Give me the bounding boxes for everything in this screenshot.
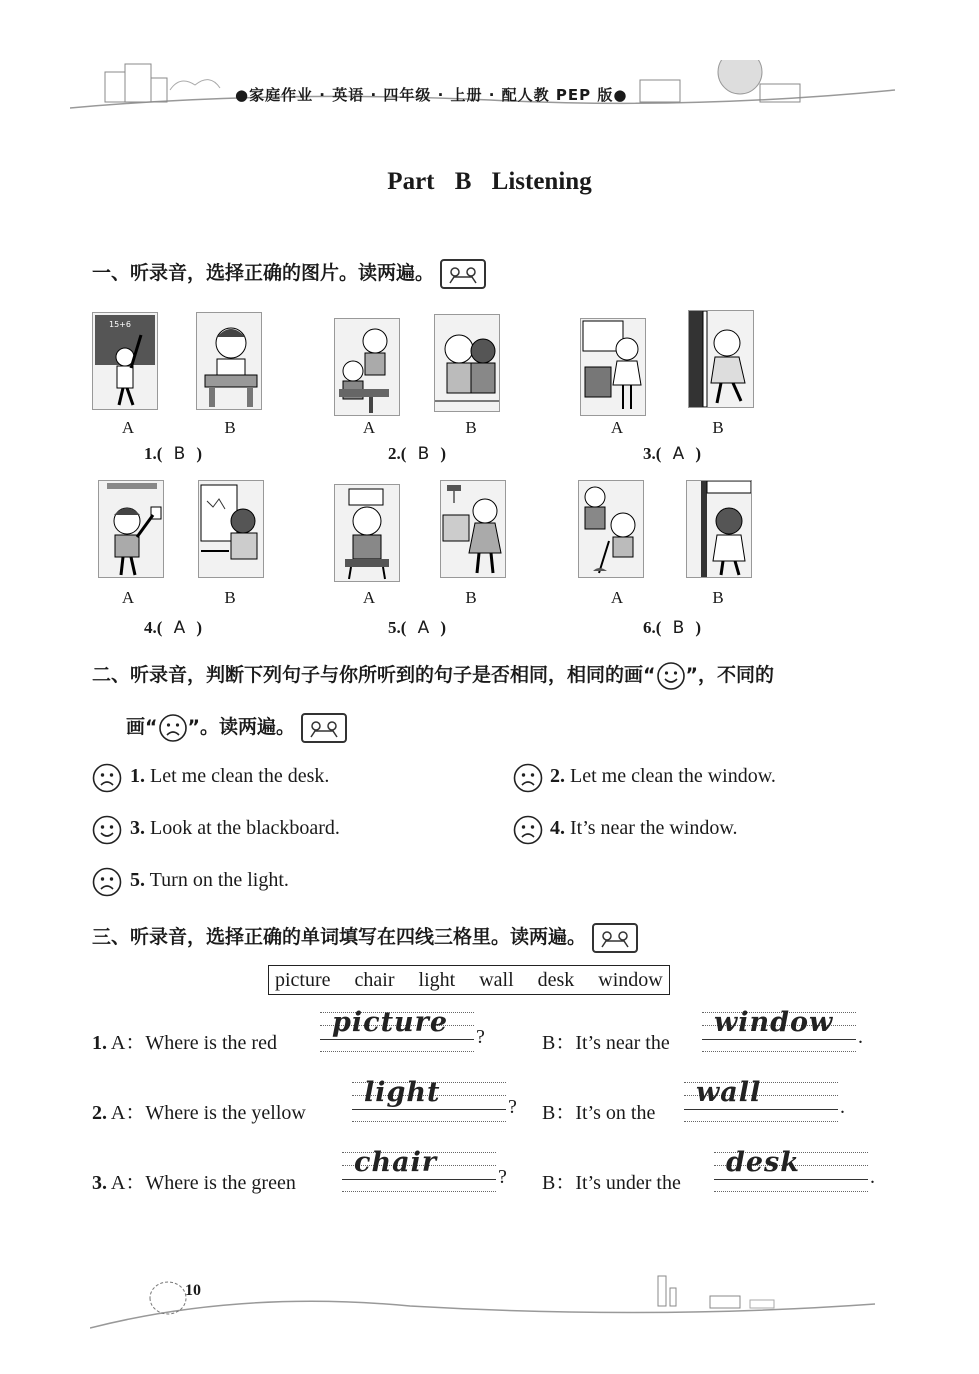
fill-end: . [870, 1166, 875, 1188]
sentence-text: Look at the blackboard. [145, 817, 340, 839]
sentence-4 [550, 817, 738, 840]
label-a: A [121, 588, 135, 607]
sad-face-icon[interactable] [513, 763, 543, 793]
answer-3[interactable]: A [672, 444, 685, 464]
word-bank-item: picture [275, 969, 331, 991]
fill-question-1b: B：It’s near the [542, 1032, 670, 1054]
section3-title-text: 三、听录音，选择正确的单词填写在四线三格里。读两遍。 [92, 926, 587, 948]
answer-6[interactable]: B [672, 618, 685, 638]
word-bank-item: chair [354, 969, 395, 991]
question-number: 4.( [144, 618, 163, 637]
picture-q5-b [440, 480, 506, 578]
picture-q2-b [434, 314, 500, 412]
question-close: ) [695, 618, 702, 637]
fill-question-1a [92, 1026, 277, 1055]
label-b: B [465, 418, 477, 437]
question-close: ) [440, 618, 447, 637]
question-number: 6.( [643, 618, 662, 637]
fill-end: . [858, 1026, 863, 1048]
section2-title-line2 [126, 712, 347, 743]
sad-face-icon[interactable] [513, 815, 543, 845]
question-number: 3.( [643, 444, 662, 463]
label-a: A [121, 418, 135, 437]
four-line-grid[interactable] [320, 1007, 474, 1052]
answer-4[interactable]: A [173, 618, 186, 638]
word-bank-item: light [418, 969, 456, 991]
handwritten-answer: picture [332, 1007, 449, 1038]
section2-title-line1 [92, 660, 774, 691]
picture-q5-a [334, 484, 400, 582]
cassette-icon [592, 923, 638, 953]
label-b: B [712, 418, 724, 437]
question-close: ) [440, 444, 447, 463]
picture-q4-a [98, 480, 164, 578]
sentence-number: 3. [130, 817, 145, 839]
section2-title-text: ”，不同的 [685, 664, 774, 686]
cassette-icon [440, 259, 486, 289]
sad-face-icon[interactable] [92, 763, 122, 793]
word-bank-item: window [598, 969, 663, 991]
question-close: ) [196, 444, 203, 463]
answer-1[interactable]: B [173, 444, 186, 464]
page-number: 10 [185, 1282, 201, 1299]
sentence-text: Let me clean the window. [565, 765, 776, 787]
picture-q4-b [198, 480, 264, 578]
fill-text: A：Where is the green [107, 1172, 296, 1194]
question-close: ) [196, 618, 203, 637]
sentence-3 [130, 817, 340, 840]
handwritten-answer: desk [726, 1147, 800, 1178]
section2-title-text: ”。读两遍。 [187, 716, 295, 738]
sentence-1 [130, 765, 329, 788]
question-number: 5.( [388, 618, 407, 637]
question-2 [388, 444, 446, 464]
picture-q1-b [196, 312, 262, 410]
four-line-grid[interactable] [342, 1147, 496, 1192]
sentence-number: 5. [130, 869, 145, 891]
label-a: A [362, 418, 376, 437]
word-bank-item: wall [479, 969, 514, 991]
question-6 [643, 618, 701, 638]
label-a: A [362, 588, 376, 607]
handwritten-answer: window [714, 1007, 834, 1038]
cassette-icon [301, 713, 347, 743]
sentence-text: It’s near the window. [565, 817, 738, 839]
handwritten-answer: wall [696, 1077, 762, 1108]
question-4 [144, 618, 202, 638]
question-number: 2.( [388, 444, 407, 463]
picture-q6-b [686, 480, 752, 578]
answer-2[interactable]: B [417, 444, 430, 464]
section1-title-text: 一、听录音，选择正确的图片。读两遍。 [92, 262, 435, 284]
sentence-text: Turn on the light. [145, 869, 289, 891]
fill-number: 1. [92, 1032, 107, 1054]
question-5 [388, 618, 446, 638]
fill-text: A：Where is the yellow [107, 1102, 306, 1124]
footer-decoration [90, 1270, 880, 1340]
handwritten-answer: chair [354, 1147, 438, 1178]
fill-end: ? [508, 1096, 517, 1118]
fill-end: ? [498, 1166, 507, 1188]
picture-q3-b [688, 310, 754, 408]
smiley-face-icon[interactable] [92, 815, 122, 845]
smiley-face-icon [656, 661, 686, 691]
picture-q1-a [92, 312, 158, 410]
picture-q6-a [578, 480, 644, 578]
fill-text: A：Where is the red [107, 1032, 277, 1054]
section2-title-text: 画“ [126, 716, 158, 738]
board-text: 15+6 [109, 320, 131, 329]
sad-face-icon [158, 713, 188, 743]
question-3 [643, 444, 701, 464]
answer-5[interactable]: A [417, 618, 430, 638]
four-line-grid[interactable] [352, 1077, 506, 1122]
sentence-number: 2. [550, 765, 565, 787]
fill-question-2b: B：It’s on the [542, 1102, 656, 1124]
fill-end: . [840, 1096, 845, 1118]
label-a: A [610, 588, 624, 607]
sentence-number: 1. [130, 765, 145, 787]
section2-title-text: 二、听录音，判断下列句子与你所听到的句子是否相同，相同的画“ [92, 664, 656, 686]
sentence-2 [550, 765, 776, 788]
label-b: B [224, 588, 236, 607]
word-bank-item: desk [537, 969, 575, 991]
header-title: ●家庭作业 · 英语 · 四年级 · 上册 · 配人教 PEP 版● [235, 86, 628, 104]
label-b: B [712, 588, 724, 607]
section3-title [92, 922, 638, 953]
fill-number: 2. [92, 1102, 107, 1124]
four-line-grid[interactable] [702, 1007, 856, 1052]
question-number: 1.( [144, 444, 163, 463]
section1-title [92, 258, 486, 289]
handwritten-answer: light [364, 1077, 441, 1108]
fill-question-2a [92, 1096, 306, 1125]
fill-number: 3. [92, 1172, 107, 1194]
sentence-text: Let me clean the desk. [145, 765, 330, 787]
fill-question-3b: B：It’s under the [542, 1172, 681, 1194]
sentence-5 [130, 869, 289, 892]
fill-end: ? [476, 1026, 485, 1048]
label-b: B [224, 418, 236, 437]
question-close: ) [695, 444, 702, 463]
sentence-number: 4. [550, 817, 565, 839]
fill-question-3a [92, 1166, 296, 1195]
label-b: B [465, 588, 477, 607]
four-line-grid[interactable] [684, 1077, 838, 1122]
part-title: Part B Listening [387, 168, 592, 195]
picture-q3-a [580, 318, 646, 416]
question-1 [144, 444, 202, 464]
four-line-grid[interactable] [714, 1147, 868, 1192]
sad-face-icon[interactable] [92, 867, 122, 897]
picture-q2-a [334, 318, 400, 416]
label-a: A [610, 418, 624, 437]
word-bank [268, 965, 670, 995]
